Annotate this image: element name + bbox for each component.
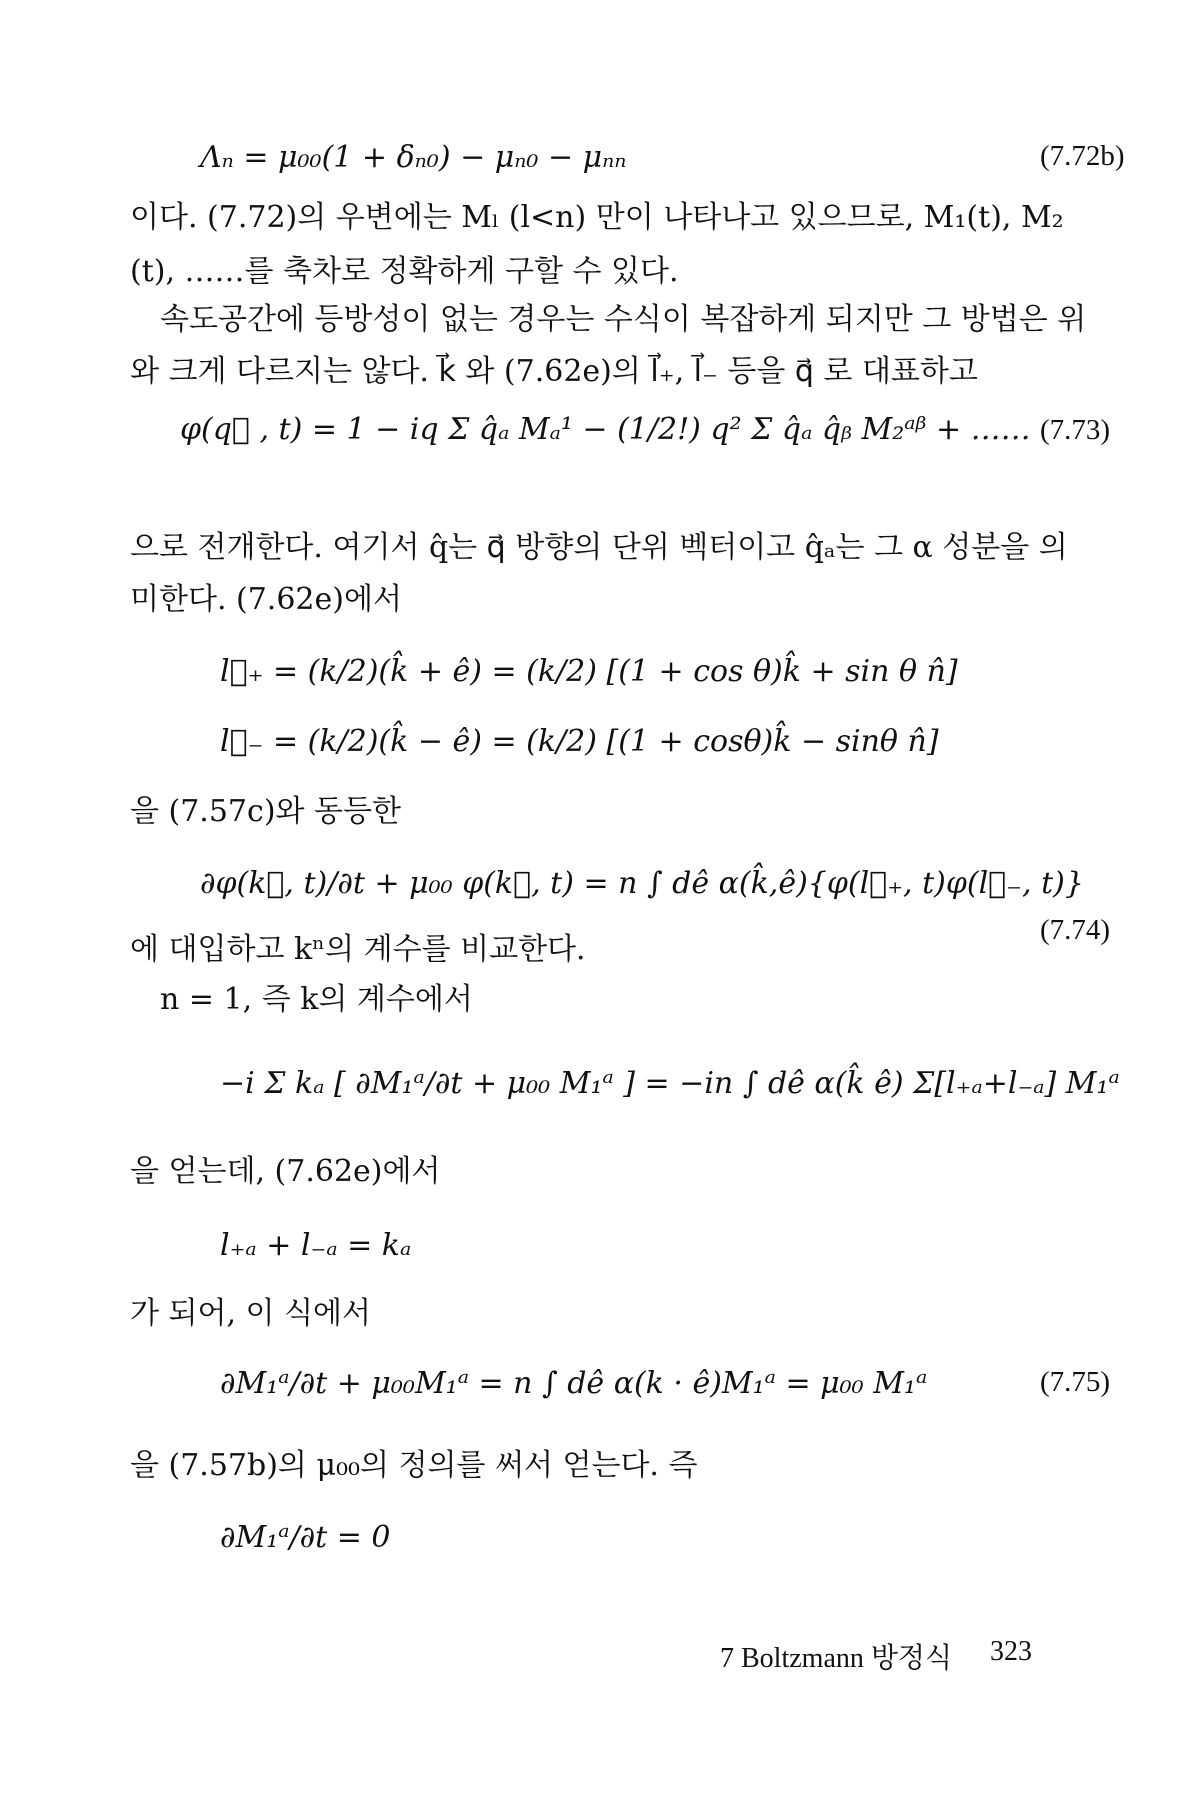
equation-7-75: ∂M₁ᵃ/∂t + μ₀₀M₁ᵃ = n ∫ dê α(k · ê)M₁ᵃ = μ₀₀ M₁ᵃ <box>220 1366 928 1401</box>
running-footer: 7 Boltzmann 방정식 <box>720 1643 953 1674</box>
equation-number: (7.73) <box>1040 414 1111 446</box>
equation-7-74: ∂φ(k⃗, t)/∂t + μ₀₀ φ(k⃗, t) = n ∫ dê α(k̂,ê){φ(l⃗₊, t)φ(l⃗₋, t)} <box>200 866 1084 901</box>
paragraph-line: 이다. (7.72)의 우변에는 Mₗ (l<n) 만이 나타나고 있으므로, M₁(t), M₂ <box>130 200 1064 235</box>
paragraph-line: (t), ……를 축차로 정확하게 구할 수 있다. <box>130 254 679 289</box>
paragraph-line: 와 크게 다르지는 않다. k⃗ 와 (7.62e)의 l⃗₊, l⃗₋ 등을 q⃗ 로 대표하고 <box>130 354 978 389</box>
equation-number: (7.74) <box>1040 914 1111 946</box>
paragraph-line: 미한다. (7.62e)에서 <box>130 582 402 617</box>
paragraph-line: 가 되어, 이 식에서 <box>130 1296 372 1331</box>
paragraph-line: 으로 전개한다. 여기서 q̂는 q⃗ 방향의 단위 벡터이고 q̂ₐ는 그 α 성분을 의 <box>130 530 1068 565</box>
equation-component-sum: l₊ₐ + l₋ₐ = kₐ <box>220 1228 412 1263</box>
equation-l-plus: l⃗₊ = (k/2)(k̂ + ê) = (k/2) [(1 + cos θ)k̂ + sin θ n̂] <box>220 654 958 689</box>
equation-number: (7.72b) <box>1040 140 1125 172</box>
equation-7-72b: Λₙ = μ₀₀(1 + δₙ₀) − μₙ₀ − μₙₙ <box>200 140 627 175</box>
paragraph-line: n = 1, 즉 k의 계수에서 <box>160 982 473 1017</box>
paragraph-line: 을 (7.57c)와 동등한 <box>130 794 401 829</box>
paragraph-line: 에 대입하고 kⁿ의 계수를 비교한다. <box>130 932 586 967</box>
equation-unnumbered: −i Σ kₐ [ ∂M₁ᵃ/∂t + μ₀₀ M₁ᵃ ] = −in ∫ dê α(k̂ ê) Σ[l₊ₐ+l₋ₐ] M₁ᵃ <box>220 1066 1120 1101</box>
paragraph-line: 을 얻는데, (7.62e)에서 <box>130 1154 441 1189</box>
paragraph-line: 속도공간에 등방성이 없는 경우는 수식이 복잡하게 되지만 그 방법은 위 <box>160 302 1087 337</box>
equation-zero: ∂M₁ᵃ/∂t = 0 <box>220 1520 391 1555</box>
equation-number: (7.75) <box>1040 1366 1111 1398</box>
equation-l-minus: l⃗₋ = (k/2)(k̂ − ê) = (k/2) [(1 + cosθ)k̂ − sinθ n̂] <box>220 724 939 759</box>
paragraph-line: 을 (7.57b)의 μ₀₀의 정의를 써서 얻는다. 즉 <box>130 1448 698 1483</box>
page-number: 323 <box>990 1636 1032 1667</box>
equation-7-73: φ(q⃗ , t) = 1 − iq Σ q̂ₐ Mₐ¹ − (1/2!) q² Σ q̂ₐ q̂ᵦ M₂ᵃᵝ + …… <box>180 412 1031 447</box>
